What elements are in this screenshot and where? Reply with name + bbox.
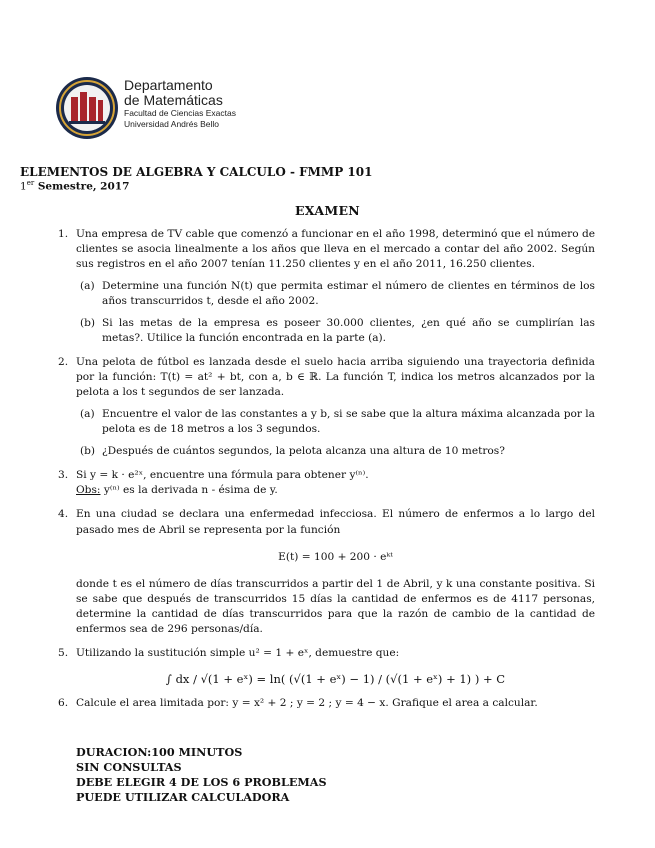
problem-text-continued: donde t es el número de días transcurridos a partir del 1 de Abril, y k una constante positiva. Si se sabe que después de transcurridos 15 días la cantidad de enfermos es de 4117 personas, determine la cantidad de días transcurridos para que la razón de cambio de la cantidad de enfermos sea de 296 personas/día. <box>76 577 595 635</box>
department-logo-block <box>54 70 284 150</box>
problem-number: 2. <box>58 356 69 369</box>
problem-2-part-b <box>76 444 595 459</box>
problem-3 <box>58 468 595 498</box>
problem-2 <box>58 355 595 459</box>
problem-list <box>58 227 595 720</box>
problem-1-part-a <box>76 279 595 309</box>
exam-title: EXAMEN <box>294 203 361 218</box>
problem-number: 3. <box>58 469 69 482</box>
problem-3-observation <box>76 483 595 498</box>
part-text: ¿Después de cuántos segundos, la pelota alcanza una altura de 10 metros? <box>102 445 505 458</box>
department-name <box>124 78 236 130</box>
department-line-2: de Matemáticas <box>124 92 223 108</box>
part-text: Encuentre el valor de las constantes a y b, si se sabe que la altura máxima alcanzada por la pelota es de 18 metros a los 3 segundos. <box>102 408 595 436</box>
exam-rules <box>76 745 327 805</box>
course-title: ELEMENTOS DE ALGEBRA Y CALCULO - FMMP 101 <box>20 165 373 179</box>
observation-text: y⁽ⁿ⁾ es la derivada n - ésima de y. <box>100 484 278 497</box>
part-label: (b) <box>80 445 96 458</box>
part-text: Si las metas de la empresa es poseer 30.000 clientes, ¿en qué año se cumplirían las metas?. Utilice la función encontrada en la parte (a). <box>102 317 595 345</box>
semester-suffix: er <box>26 179 35 187</box>
part-label: (a) <box>80 408 95 421</box>
problem-6 <box>58 696 595 711</box>
problem-number: 1. <box>58 228 69 240</box>
semester-text: Semestre, 2017 <box>34 180 130 193</box>
problem-text: Una empresa de TV cable que comenzó a funcionar en el año 1998, determinó que el número de clientes se asocia linealmente a los años que lleva en el mercado a contar del año 2002. Según sus registros en el año 2007 tenían 11.250 clientes y en el año 2011, 16.250 clientes. <box>76 228 595 271</box>
part-text: Determine una función N(t) que permita estimar el número de clientes en términos de los años transcurridos t, desde el año 2002. <box>102 280 595 308</box>
university-seal-icon <box>54 70 120 150</box>
observation-label: Obs: <box>76 484 101 497</box>
problem-text: Calcule el area limitada por: y = x² + 2 ; y = 2 ; y = 4 − x. Grafique el area a calcular. <box>76 697 538 710</box>
problem-1 <box>58 227 595 346</box>
faculty-name: Facultad de Ciencias Exactas <box>124 108 236 118</box>
problem-text: En una ciudad se declara una enfermedad infecciosa. El número de enfermos a lo largo del pasado mes de Abril se representa por la función <box>76 508 595 536</box>
problem-1-part-b <box>76 316 595 346</box>
equation-e-of-t: E(t) = 100 + 200 · eᵏᵗ <box>278 550 393 563</box>
problem-number: 6. <box>58 697 69 710</box>
problem-number: 4. <box>58 508 69 521</box>
rule-duration: DURACION:100 MINUTOS <box>76 745 243 759</box>
semester-number: 1 <box>20 180 27 193</box>
integral-equation: ∫ dx / √(1 + eˣ) = ln( (√(1 + eˣ) − 1) / (√(1 + eˣ) + 1) ) + C <box>165 671 506 686</box>
rule-calculator: PUEDE UTILIZAR CALCULADORA <box>76 790 290 804</box>
university-name: Universidad Andrés Bello <box>124 119 219 129</box>
semester-line <box>20 179 129 194</box>
problem-4 <box>58 507 595 636</box>
problem-2-part-a <box>76 407 595 437</box>
rule-no-consultation: SIN CONSULTAS <box>76 760 182 774</box>
problem-text: Utilizando la sustitución simple u² = 1 + eˣ, demuestre que: <box>76 646 400 659</box>
problem-text: Si y = k · e²ˣ, encuentre una fórmula para obtener y⁽ⁿ⁾. <box>76 469 369 482</box>
part-label: (b) <box>80 317 96 330</box>
problem-number: 5. <box>58 646 69 659</box>
rule-choose-problems: DEBE ELEGIR 4 DE LOS 6 PROBLEMAS <box>76 775 327 789</box>
part-label: (a) <box>80 280 95 293</box>
problem-5 <box>58 646 595 687</box>
problem-text: Una pelota de fútbol es lanzada desde el suelo hacia arriba siguiendo una trayectoria definida por la función: T(t) = at² + bt, con a, b ∈ ℝ. La función T, indica los metros alcanzados por la pelota a los t segundos de ser lanzada. <box>76 356 595 399</box>
department-line-1: Departamento <box>124 77 213 93</box>
